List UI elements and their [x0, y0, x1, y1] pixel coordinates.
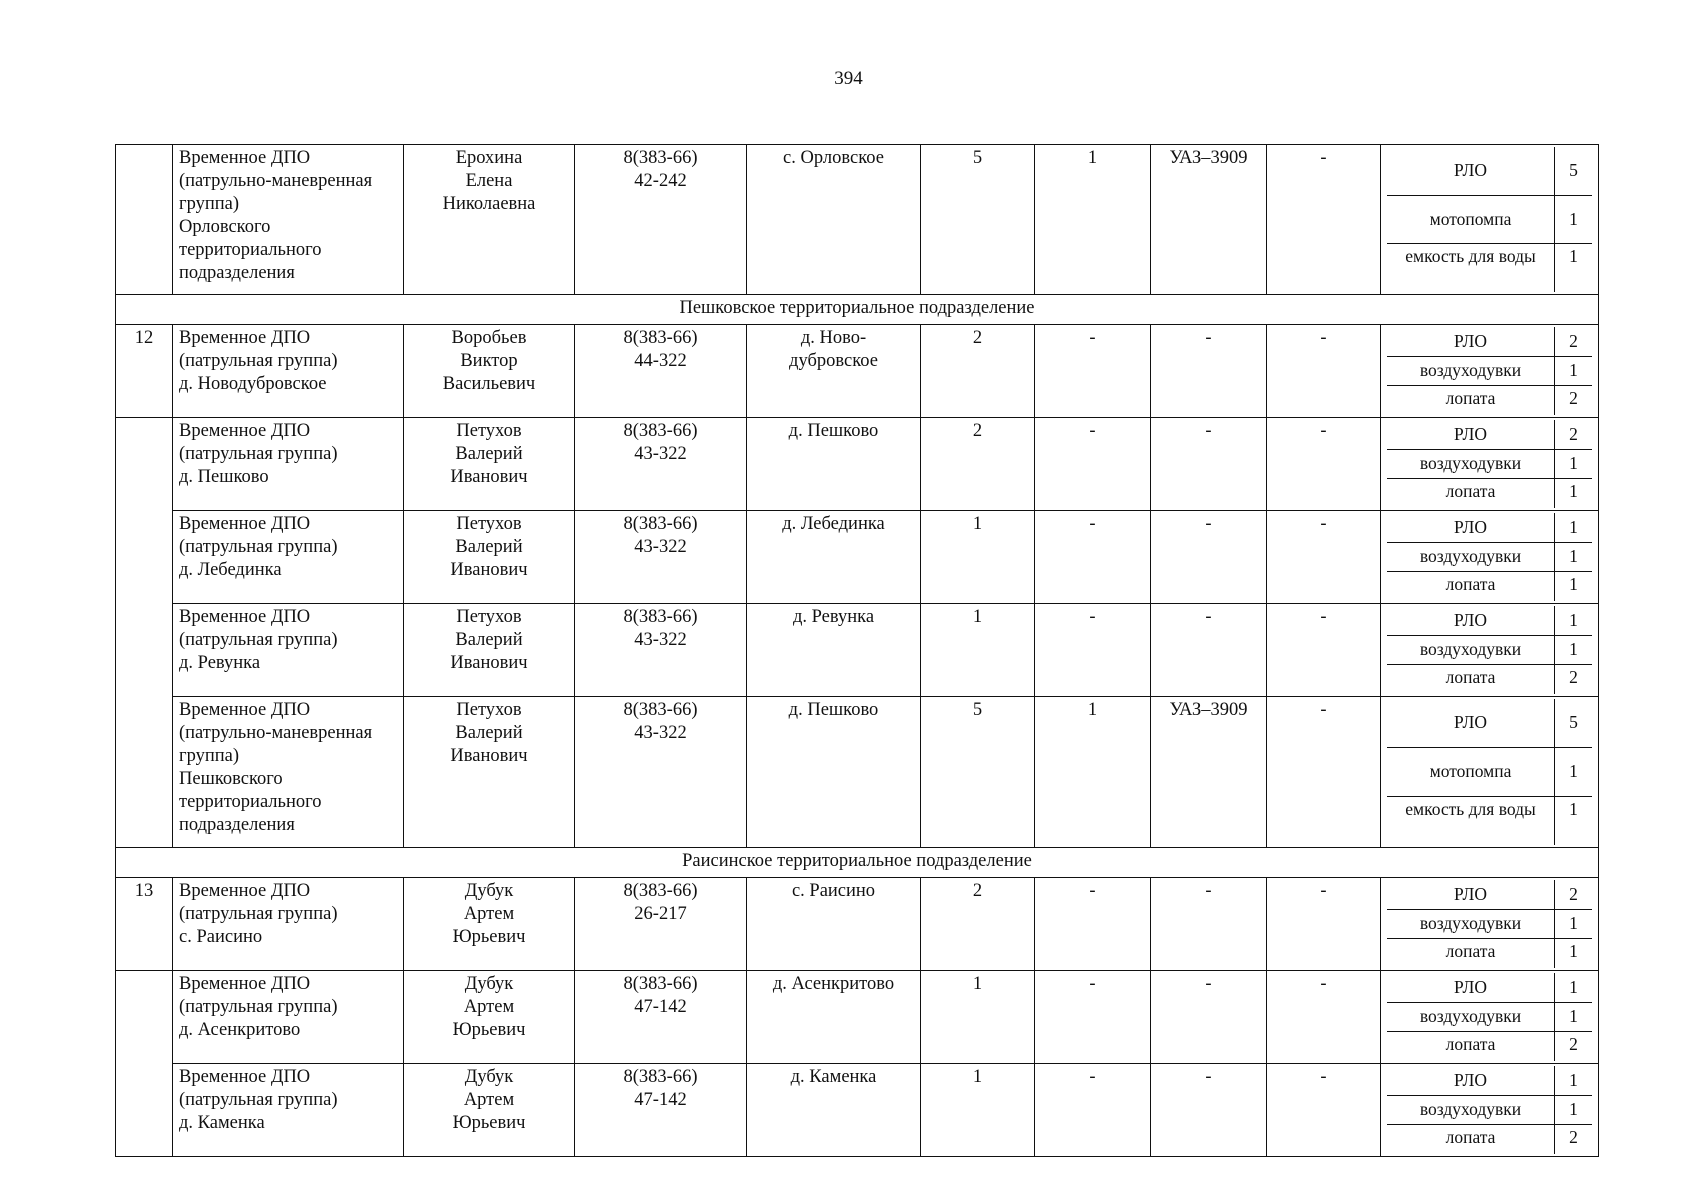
- location: с. Орловское: [747, 145, 921, 295]
- other-vehicles: -: [1267, 511, 1381, 604]
- other-vehicles: -: [1267, 697, 1381, 848]
- location: д. Ново- дубровское: [747, 325, 921, 418]
- equipment-name: емкость для воды: [1405, 246, 1536, 267]
- equipment-name: РЛО: [1387, 699, 1555, 747]
- row-number: [116, 511, 173, 604]
- vehicle-model: -: [1151, 325, 1267, 418]
- unit-name: Временное ДПО (патрульная группа) д. Новодубровское: [173, 325, 404, 418]
- equipment-list: [1387, 420, 1592, 508]
- equipment-name: РЛО: [1387, 147, 1555, 195]
- phone-number: 8(383-66) 42-242: [575, 145, 747, 295]
- vehicle-model: -: [1151, 1064, 1267, 1157]
- phone-number: 8(383-66) 47-142: [575, 1064, 747, 1157]
- vehicle-count: -: [1035, 1064, 1151, 1157]
- location: д. Лебединка: [747, 511, 921, 604]
- equipment-item: [1387, 1066, 1592, 1095]
- table-row: [116, 971, 1599, 1064]
- unit-name: Временное ДПО (патрульная группа) д. Лебединка: [173, 511, 404, 604]
- equipment-name: воздуходувки: [1387, 909, 1555, 939]
- equipment-quantity: 5: [1555, 147, 1593, 195]
- phone-number: 8(383-66) 43-322: [575, 604, 747, 697]
- equipment-name: воздуходувки: [1387, 449, 1555, 479]
- equipment-item: [1387, 747, 1592, 796]
- equipment-item: [1387, 1002, 1592, 1032]
- equipment-name: воздуходувки: [1387, 356, 1555, 386]
- personnel-count: 2: [921, 418, 1035, 511]
- equipment-quantity: 2: [1555, 880, 1593, 909]
- equipment-quantity: 1: [1555, 973, 1593, 1002]
- equipment-name: РЛО: [1387, 1066, 1555, 1095]
- equipment-quantity: 1: [1555, 479, 1593, 508]
- equipment-cell: [1381, 697, 1599, 848]
- unit-name: Временное ДПО (патрульно-маневренная группа) Пешковского территориального подразделения: [173, 697, 404, 848]
- unit-name: Временное ДПО (патрульная группа) д. Каменка: [173, 1064, 404, 1157]
- vehicle-model: -: [1151, 878, 1267, 971]
- equipment-name: РЛО: [1387, 973, 1555, 1002]
- section-row: [116, 295, 1599, 325]
- equipment-item: [1387, 606, 1592, 635]
- personnel-count: 5: [921, 697, 1035, 848]
- vehicle-model: -: [1151, 418, 1267, 511]
- vehicle-count: -: [1035, 604, 1151, 697]
- equipment-list: [1387, 147, 1592, 292]
- vehicle-count: 1: [1035, 697, 1151, 848]
- unit-name: Временное ДПО (патрульная группа) с. Раисино: [173, 878, 404, 971]
- equipment-item: [1387, 327, 1592, 356]
- units-table: [115, 144, 1599, 1157]
- vehicle-count: -: [1035, 878, 1151, 971]
- equipment-name: РЛО: [1387, 327, 1555, 356]
- equipment-list: [1387, 973, 1592, 1061]
- equipment-list: [1387, 699, 1592, 845]
- row-number: [116, 971, 173, 1064]
- unit-name: Временное ДПО (патрульная группа) д. Ревунка: [173, 604, 404, 697]
- equipment-cell: [1381, 1064, 1599, 1157]
- location: д. Пешково: [747, 418, 921, 511]
- equipment-quantity: 1: [1555, 195, 1593, 244]
- vehicle-model: -: [1151, 604, 1267, 697]
- equipment-name: РЛО: [1387, 606, 1555, 635]
- personnel-count: 2: [921, 325, 1035, 418]
- equipment-item: [1387, 195, 1592, 244]
- responsible-person: Дубук Артем Юрьевич: [404, 971, 575, 1064]
- phone-number: 8(383-66) 43-322: [575, 511, 747, 604]
- vehicle-model: -: [1151, 971, 1267, 1064]
- equipment-quantity: 1: [1555, 513, 1593, 542]
- equipment-quantity: 1: [1555, 542, 1593, 572]
- table-row: [116, 1064, 1599, 1157]
- responsible-person: Петухов Валерий Иванович: [404, 604, 575, 697]
- responsible-person: Воробьев Виктор Васильевич: [404, 325, 575, 418]
- location: д. Каменка: [747, 1064, 921, 1157]
- location: д. Пешково: [747, 697, 921, 848]
- equipment-quantity: 1: [1555, 1002, 1593, 1032]
- other-vehicles: -: [1267, 1064, 1381, 1157]
- vehicle-count: -: [1035, 511, 1151, 604]
- table-row: [116, 145, 1599, 295]
- equipment-cell: [1381, 878, 1599, 971]
- equipment-item: [1387, 973, 1592, 1002]
- equipment-quantity: 5: [1555, 699, 1593, 747]
- equipment-item: [1387, 1125, 1592, 1154]
- equipment-item: [1387, 880, 1592, 909]
- equipment-name: воздуходувки: [1387, 635, 1555, 665]
- equipment-quantity: 1: [1555, 356, 1593, 386]
- other-vehicles: -: [1267, 878, 1381, 971]
- responsible-person: Петухов Валерий Иванович: [404, 511, 575, 604]
- personnel-count: 5: [921, 145, 1035, 295]
- equipment-quantity: 1: [1555, 939, 1593, 968]
- row-number: [116, 145, 173, 295]
- personnel-count: 1: [921, 511, 1035, 604]
- unit-name: Временное ДПО (патрульно-маневренная группа) Орловского территориального подразделения: [173, 145, 404, 295]
- other-vehicles: -: [1267, 325, 1381, 418]
- unit-name: Временное ДПО (патрульная группа) д. Асенкритово: [173, 971, 404, 1064]
- table-body: [116, 145, 1599, 1157]
- unit-name: Временное ДПО (патрульная группа) д. Пешково: [173, 418, 404, 511]
- equipment-cell: [1381, 604, 1599, 697]
- equipment-name: РЛО: [1387, 880, 1555, 909]
- equipment-item: [1387, 386, 1592, 415]
- table-row: [116, 418, 1599, 511]
- responsible-person: Дубук Артем Юрьевич: [404, 878, 575, 971]
- equipment-quantity: 1: [1555, 244, 1593, 292]
- equipment-item: [1387, 356, 1592, 386]
- equipment-item: [1387, 797, 1592, 845]
- equipment-item: [1387, 542, 1592, 572]
- equipment-quantity: 1: [1555, 635, 1593, 665]
- equipment-name: воздуходувки: [1387, 1002, 1555, 1032]
- equipment-name: мотопомпа: [1387, 195, 1555, 244]
- phone-number: 8(383-66) 26-217: [575, 878, 747, 971]
- row-number: 13: [116, 878, 173, 971]
- page-number: 394: [834, 68, 863, 89]
- equipment-item: [1387, 420, 1592, 449]
- other-vehicles: -: [1267, 145, 1381, 295]
- personnel-count: 1: [921, 971, 1035, 1064]
- row-number: [116, 418, 173, 511]
- equipment-cell: [1381, 145, 1599, 295]
- equipment-quantity: 2: [1555, 1125, 1593, 1154]
- table-row: [116, 604, 1599, 697]
- phone-number: 8(383-66) 44-322: [575, 325, 747, 418]
- responsible-person: Ерохина Елена Николаевна: [404, 145, 575, 295]
- other-vehicles: -: [1267, 418, 1381, 511]
- equipment-item: [1387, 635, 1592, 665]
- equipment-name: воздуходувки: [1387, 1095, 1555, 1125]
- equipment-item: [1387, 572, 1592, 601]
- responsible-person: Дубук Артем Юрьевич: [404, 1064, 575, 1157]
- vehicle-count: 1: [1035, 145, 1151, 295]
- table-row: [116, 511, 1599, 604]
- phone-number: 8(383-66) 43-322: [575, 418, 747, 511]
- equipment-name: лопата: [1445, 1034, 1496, 1055]
- equipment-item: [1387, 244, 1592, 292]
- equipment-quantity: 1: [1555, 572, 1593, 601]
- equipment-item: [1387, 665, 1592, 694]
- other-vehicles: -: [1267, 604, 1381, 697]
- row-number: [116, 1064, 173, 1157]
- equipment-quantity: 2: [1555, 327, 1593, 356]
- phone-number: 8(383-66) 43-322: [575, 697, 747, 848]
- equipment-item: [1387, 939, 1592, 968]
- location: д. Асенкритово: [747, 971, 921, 1064]
- equipment-name: воздуходувки: [1387, 542, 1555, 572]
- equipment-name: РЛО: [1387, 420, 1555, 449]
- equipment-name: лопата: [1445, 667, 1496, 688]
- equipment-cell: [1381, 971, 1599, 1064]
- equipment-list: [1387, 880, 1592, 968]
- equipment-name: лопата: [1445, 941, 1496, 962]
- table-row: [116, 878, 1599, 971]
- equipment-item: [1387, 147, 1592, 195]
- vehicle-model: -: [1151, 511, 1267, 604]
- equipment-quantity: 1: [1555, 449, 1593, 479]
- location: д. Ревунка: [747, 604, 921, 697]
- equipment-cell: [1381, 418, 1599, 511]
- vehicle-model: УАЗ–3909: [1151, 697, 1267, 848]
- equipment-item: [1387, 1032, 1592, 1061]
- other-vehicles: -: [1267, 971, 1381, 1064]
- location: с. Раисино: [747, 878, 921, 971]
- equipment-list: [1387, 606, 1592, 694]
- equipment-quantity: 1: [1555, 1095, 1593, 1125]
- equipment-item: [1387, 513, 1592, 542]
- vehicle-count: -: [1035, 971, 1151, 1064]
- equipment-name: лопата: [1445, 574, 1496, 595]
- equipment-quantity: 1: [1555, 747, 1593, 796]
- row-number: [116, 604, 173, 697]
- equipment-name: емкость для воды: [1405, 799, 1536, 820]
- phone-number: 8(383-66) 47-142: [575, 971, 747, 1064]
- row-number: 12: [116, 325, 173, 418]
- equipment-item: [1387, 449, 1592, 479]
- personnel-count: 2: [921, 878, 1035, 971]
- section-title: Раисинское территориальное подразделение: [116, 848, 1599, 878]
- responsible-person: Петухов Валерий Иванович: [404, 418, 575, 511]
- section-title: Пешковское территориальное подразделение: [116, 295, 1599, 325]
- equipment-quantity: 2: [1555, 386, 1593, 415]
- equipment-name: мотопомпа: [1387, 747, 1555, 796]
- responsible-person: Петухов Валерий Иванович: [404, 697, 575, 848]
- equipment-item: [1387, 1095, 1592, 1125]
- equipment-item: [1387, 699, 1592, 747]
- section-row: [116, 848, 1599, 878]
- equipment-quantity: 2: [1555, 1032, 1593, 1061]
- equipment-quantity: 1: [1555, 1066, 1593, 1095]
- equipment-name: лопата: [1445, 481, 1496, 502]
- equipment-quantity: 2: [1555, 420, 1593, 449]
- table-row: [116, 325, 1599, 418]
- equipment-quantity: 1: [1555, 909, 1593, 939]
- equipment-quantity: 2: [1555, 665, 1593, 694]
- equipment-name: лопата: [1445, 388, 1496, 409]
- vehicle-count: -: [1035, 325, 1151, 418]
- vehicle-model: УАЗ–3909: [1151, 145, 1267, 295]
- equipment-list: [1387, 1066, 1592, 1154]
- equipment-quantity: 1: [1555, 606, 1593, 635]
- row-number: [116, 697, 173, 848]
- equipment-quantity: 1: [1555, 797, 1593, 845]
- personnel-count: 1: [921, 1064, 1035, 1157]
- equipment-name: РЛО: [1387, 513, 1555, 542]
- equipment-item: [1387, 479, 1592, 508]
- equipment-list: [1387, 327, 1592, 415]
- equipment-cell: [1381, 511, 1599, 604]
- equipment-name: лопата: [1445, 1127, 1496, 1148]
- personnel-count: 1: [921, 604, 1035, 697]
- equipment-list: [1387, 513, 1592, 601]
- vehicle-count: -: [1035, 418, 1151, 511]
- equipment-item: [1387, 909, 1592, 939]
- equipment-cell: [1381, 325, 1599, 418]
- table-row: [116, 697, 1599, 848]
